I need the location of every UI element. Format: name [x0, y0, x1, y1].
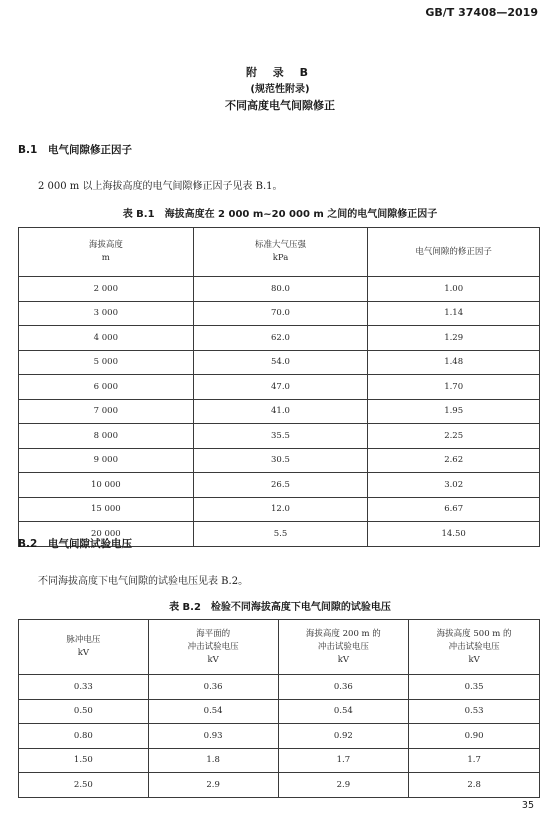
- table-row: [19, 301, 540, 326]
- table-row: [19, 497, 540, 522]
- section-b2-title: 电气间隙试验电压: [48, 538, 132, 550]
- table-row: [19, 375, 540, 400]
- table-cell: 26.5: [193, 473, 368, 498]
- table-cell: 2 000: [19, 277, 194, 302]
- table-cell: 47.0: [193, 375, 368, 400]
- table-row: [19, 473, 540, 498]
- table-cell: 6 000: [19, 375, 194, 400]
- table-b1-body: [19, 277, 540, 547]
- table-cell: 1.7: [409, 748, 540, 773]
- table-cell: 5.5: [193, 522, 368, 547]
- table-cell: 15 000: [19, 497, 194, 522]
- table-cell: 2.50: [19, 773, 149, 798]
- table-b1-header-row: [19, 228, 540, 277]
- section-b1-title: 电气间隙修正因子: [48, 144, 132, 156]
- table-b1-header-altitude: 海拔高度 m: [19, 228, 194, 277]
- table-row: [19, 448, 540, 473]
- table-cell: 10 000: [19, 473, 194, 498]
- table-cell: 1.50: [19, 748, 149, 773]
- table-b2-header-200m: 海拔高度 200 m 的 冲击试验电压 kV: [278, 620, 409, 675]
- section-b2-heading: [18, 536, 132, 551]
- table-b1-header-pressure: 标准大气压强 kPa: [193, 228, 368, 277]
- table-cell: 1.8: [148, 748, 278, 773]
- table-cell: 0.80: [19, 724, 149, 749]
- table-b2-header-row: [19, 620, 540, 675]
- table-cell: 2.8: [409, 773, 540, 798]
- table-cell: 4 000: [19, 326, 194, 351]
- annex-normativity: (规范性附录): [250, 84, 310, 95]
- table-row: [19, 773, 540, 798]
- table-cell: 0.53: [409, 699, 540, 724]
- table-row: [19, 277, 540, 302]
- table-cell: 20 000: [19, 522, 194, 547]
- table-cell: 2.62: [368, 448, 540, 473]
- table-cell: 5 000: [19, 350, 194, 375]
- table-cell: 0.92: [278, 724, 409, 749]
- table-cell: 2.9: [278, 773, 409, 798]
- table-b1-header-factor: 电气间隙的修正因子: [368, 228, 540, 277]
- table-cell: 41.0: [193, 399, 368, 424]
- table-cell: 54.0: [193, 350, 368, 375]
- section-b1-heading: [18, 142, 132, 157]
- table-cell: 0.35: [409, 675, 540, 700]
- table-cell: 0.33: [19, 675, 149, 700]
- table-cell: 3 000: [19, 301, 194, 326]
- table-cell: 0.54: [148, 699, 278, 724]
- table-row: [19, 350, 540, 375]
- table-cell: 1.14: [368, 301, 540, 326]
- table-row: [19, 748, 540, 773]
- annex-title: 不同高度电气间隙修正: [225, 99, 335, 112]
- table-cell: 1.00: [368, 277, 540, 302]
- page-number: 35: [521, 800, 534, 811]
- table-cell: 30.5: [193, 448, 368, 473]
- table-b1-caption: 表 B.1 海拔高度在 2 000 m~20 000 m 之间的电气间隙修正因子: [122, 209, 438, 220]
- table-cell: 1.48: [368, 350, 540, 375]
- table-cell: 0.36: [148, 675, 278, 700]
- table-cell: 14.50: [368, 522, 540, 547]
- table-cell: 0.93: [148, 724, 278, 749]
- table-cell: 70.0: [193, 301, 368, 326]
- table-cell: 12.0: [193, 497, 368, 522]
- table-b2-caption: 表 B.2 检验不同海拔高度下电气间隙的试验电压: [169, 602, 391, 613]
- table-row: [19, 724, 540, 749]
- table-cell: 1.95: [368, 399, 540, 424]
- table-row: [19, 399, 540, 424]
- table-cell: 0.50: [19, 699, 149, 724]
- section-b2-paragraph: 不同海拔高度下电气间隙的试验电压见表 B.2。: [38, 576, 249, 587]
- annex-label: 附 录 B: [245, 66, 315, 79]
- table-b1: [18, 227, 540, 547]
- table-cell: 1.70: [368, 375, 540, 400]
- section-b2-number: B.2: [18, 538, 38, 550]
- table-cell: 80.0: [193, 277, 368, 302]
- table-cell: 62.0: [193, 326, 368, 351]
- table-b2-header-sea-level: 海平面的 冲击试验电压 kV: [148, 620, 278, 675]
- table-row: [19, 424, 540, 449]
- table-cell: 35.5: [193, 424, 368, 449]
- table-row: [19, 675, 540, 700]
- table-cell: 1.29: [368, 326, 540, 351]
- table-row: [19, 699, 540, 724]
- table-b2-header-impulse: 脉冲电压 kV: [19, 620, 149, 675]
- table-cell: 6.67: [368, 497, 540, 522]
- section-b1-number: B.1: [18, 144, 38, 156]
- table-cell: 3.02: [368, 473, 540, 498]
- table-cell: 7 000: [19, 399, 194, 424]
- table-cell: 0.90: [409, 724, 540, 749]
- table-cell: 9 000: [19, 448, 194, 473]
- section-b1-paragraph: 2 000 m 以上海拔高度的电气间隙修正因子见表 B.1。: [38, 181, 283, 192]
- table-cell: 0.54: [278, 699, 409, 724]
- table-cell: 2.9: [148, 773, 278, 798]
- table-cell: 2.25: [368, 424, 540, 449]
- table-b2-body: [19, 675, 540, 798]
- table-cell: 0.36: [278, 675, 409, 700]
- table-cell: 1.7: [278, 748, 409, 773]
- table-cell: 8 000: [19, 424, 194, 449]
- table-b2-header-500m: 海拔高度 500 m 的 冲击试验电压 kV: [409, 620, 540, 675]
- table-row: [19, 326, 540, 351]
- table-b2: [18, 619, 540, 798]
- standard-number: GB/T 37408—2019: [425, 6, 538, 19]
